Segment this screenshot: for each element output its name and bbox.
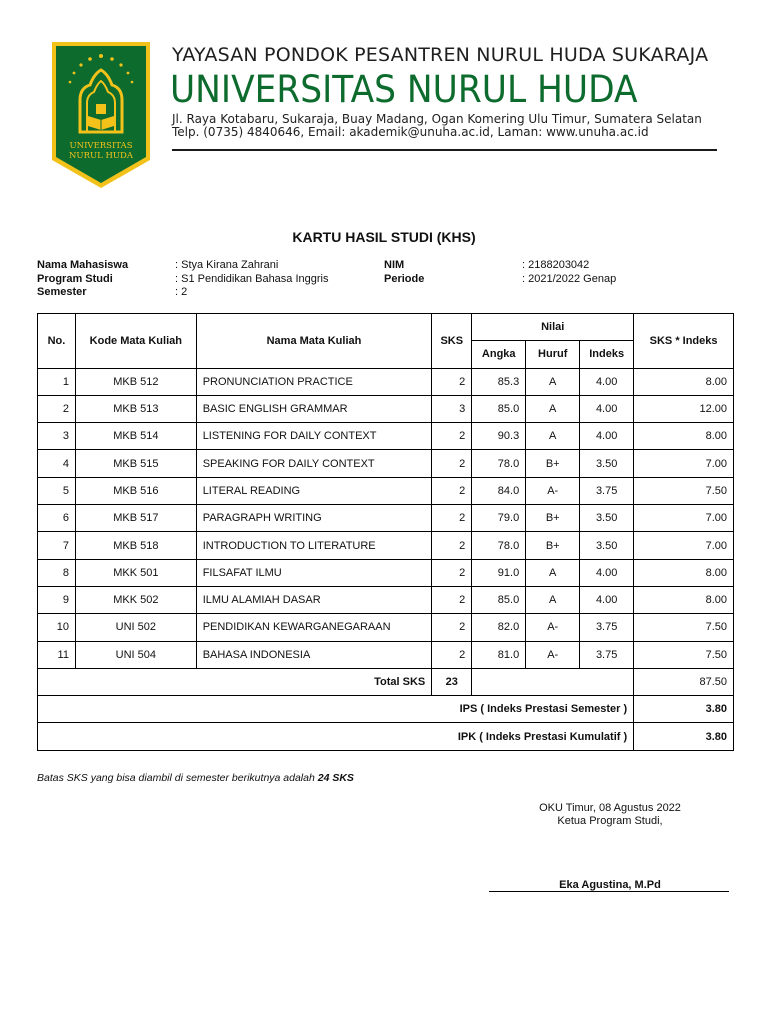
sks-limit-note xyxy=(37,772,354,784)
row-product: 7.00 xyxy=(634,450,734,477)
row-no: 11 xyxy=(38,641,76,668)
row-angka: 90.3 xyxy=(472,423,526,450)
row-huruf: A- xyxy=(526,477,580,504)
row-huruf: B+ xyxy=(526,450,580,477)
row-code: MKB 515 xyxy=(75,450,196,477)
row-indeks: 4.00 xyxy=(580,368,634,395)
row-angka: 85.0 xyxy=(472,586,526,613)
signature-name: Eka Agustina, M.Pd xyxy=(559,879,661,891)
row-huruf: A xyxy=(526,586,580,613)
university-logo xyxy=(50,40,152,190)
note-value: 24 SKS xyxy=(317,772,354,784)
ips-row xyxy=(38,696,734,723)
row-product: 8.00 xyxy=(634,423,734,450)
row-angka: 84.0 xyxy=(472,477,526,504)
row-indeks: 4.00 xyxy=(580,586,634,613)
row-indeks: 3.50 xyxy=(580,532,634,559)
row-indeks: 3.50 xyxy=(580,505,634,532)
ipk-row xyxy=(38,723,734,750)
row-no: 7 xyxy=(38,532,76,559)
student-semester: : 2 xyxy=(175,286,188,298)
header-product: SKS * Indeks xyxy=(634,314,734,369)
svg-text:NURUL HUDA: NURUL HUDA xyxy=(68,151,134,161)
row-angka: 78.0 xyxy=(472,532,526,559)
row-angka: 82.0 xyxy=(472,614,526,641)
row-course-name: PENDIDIKAN KEWARGANEGARAAN xyxy=(196,614,432,641)
ips-value: 3.80 xyxy=(634,696,734,723)
row-product: 8.00 xyxy=(634,368,734,395)
row-code: MKB 513 xyxy=(75,395,196,422)
ips-label: IPS ( Indeks Prestasi Semester ) xyxy=(38,696,634,723)
row-angka: 85.0 xyxy=(472,395,526,422)
foundation-name: YAYASAN PONDOK PESANTREN NURUL HUDA SUKARAJA xyxy=(172,44,709,66)
ipk-value: 3.80 xyxy=(634,723,734,750)
note-text: Batas SKS yang bisa diambil di semester berikutnya adalah xyxy=(37,772,318,784)
row-angka: 78.0 xyxy=(472,450,526,477)
row-course-name: BAHASA INDONESIA xyxy=(196,641,432,668)
address-line-1: Jl. Raya Kotabaru, Sukaraja, Buay Madang, Ogan Komering Ulu Timur, Sumatera Selatan xyxy=(172,112,702,126)
student-nim: : 2188203042 xyxy=(522,259,590,271)
document-title: KARTU HASIL STUDI (KHS) xyxy=(292,229,476,245)
row-code: UNI 502 xyxy=(75,614,196,641)
row-no: 8 xyxy=(38,559,76,586)
header-nilai: Nilai xyxy=(472,314,634,341)
row-huruf: A xyxy=(526,368,580,395)
student-labels-left xyxy=(37,259,128,300)
signature-line xyxy=(489,891,729,892)
university-name: UNIVERSITAS NURUL HUDA xyxy=(170,68,638,111)
row-huruf: B+ xyxy=(526,505,580,532)
signature-role: Ketua Program Studi, xyxy=(557,815,663,827)
total-empty xyxy=(472,668,634,695)
row-sks: 2 xyxy=(432,532,472,559)
row-no: 2 xyxy=(38,395,76,422)
row-huruf: A xyxy=(526,423,580,450)
row-no: 3 xyxy=(38,423,76,450)
table-row xyxy=(38,395,734,422)
row-sks: 2 xyxy=(432,368,472,395)
row-course-name: PARAGRAPH WRITING xyxy=(196,505,432,532)
ipk-label: IPK ( Indeks Prestasi Kumulatif ) xyxy=(38,723,634,750)
table-row xyxy=(38,368,734,395)
table-row xyxy=(38,532,734,559)
row-code: UNI 504 xyxy=(75,641,196,668)
row-indeks: 3.50 xyxy=(580,450,634,477)
row-sks: 3 xyxy=(432,395,472,422)
row-course-name: LITERAL READING xyxy=(196,477,432,504)
row-sks: 2 xyxy=(432,586,472,613)
header-course-name: Nama Mata Kuliah xyxy=(196,314,432,369)
table-row xyxy=(38,423,734,450)
row-sks: 2 xyxy=(432,423,472,450)
row-sks: 2 xyxy=(432,450,472,477)
row-angka: 85.3 xyxy=(472,368,526,395)
row-no: 4 xyxy=(38,450,76,477)
row-product: 7.00 xyxy=(634,532,734,559)
row-indeks: 3.75 xyxy=(580,614,634,641)
row-no: 6 xyxy=(38,505,76,532)
row-product: 7.00 xyxy=(634,505,734,532)
row-course-name: SPEAKING FOR DAILY CONTEXT xyxy=(196,450,432,477)
row-course-name: LISTENING FOR DAILY CONTEXT xyxy=(196,423,432,450)
row-course-name: FILSAFAT ILMU xyxy=(196,559,432,586)
row-product: 7.50 xyxy=(634,614,734,641)
student-values-right xyxy=(522,259,616,286)
row-no: 5 xyxy=(38,477,76,504)
student-labels-right xyxy=(384,259,424,286)
row-no: 1 xyxy=(38,368,76,395)
header-code: Kode Mata Kuliah xyxy=(75,314,196,369)
row-huruf: B+ xyxy=(526,532,580,559)
row-code: MKB 516 xyxy=(75,477,196,504)
student-name: : Stya Kirana Zahrani xyxy=(175,259,279,271)
period-label: Periode xyxy=(384,272,425,285)
row-sks: 2 xyxy=(432,505,472,532)
row-indeks: 4.00 xyxy=(580,559,634,586)
row-angka: 91.0 xyxy=(472,559,526,586)
row-product: 8.00 xyxy=(634,559,734,586)
row-code: MKK 502 xyxy=(75,586,196,613)
row-sks: 2 xyxy=(432,641,472,668)
table-row xyxy=(38,477,734,504)
total-row xyxy=(38,668,734,695)
row-sks: 2 xyxy=(432,614,472,641)
table-row xyxy=(38,505,734,532)
row-code: MKK 501 xyxy=(75,559,196,586)
row-product: 7.50 xyxy=(634,477,734,504)
row-course-name: PRONUNCIATION PRACTICE xyxy=(196,368,432,395)
header-no: No. xyxy=(38,314,76,369)
table-row xyxy=(38,559,734,586)
row-product: 8.00 xyxy=(634,586,734,613)
table-row xyxy=(38,450,734,477)
row-no: 9 xyxy=(38,586,76,613)
grades-table xyxy=(37,313,734,751)
signature-place-date: OKU Timur, 08 Agustus 2022 xyxy=(539,802,681,814)
row-huruf: A- xyxy=(526,614,580,641)
table-row xyxy=(38,641,734,668)
table-row xyxy=(38,614,734,641)
header-sks: SKS xyxy=(432,314,472,369)
semester-label: Semester xyxy=(37,286,87,298)
row-indeks: 3.75 xyxy=(580,641,634,668)
table-header-row xyxy=(38,314,734,341)
address-line-2: Telp. (0735) 4840646, Email: akademik@unuha.ac.id, Laman: www.unuha.ac.id xyxy=(172,125,649,139)
row-huruf: A xyxy=(526,559,580,586)
student-values-left xyxy=(175,259,329,300)
header-indeks: Indeks xyxy=(580,341,634,368)
row-course-name: BASIC ENGLISH GRAMMAR xyxy=(196,395,432,422)
row-code: MKB 518 xyxy=(75,532,196,559)
student-period: : 2021/2022 Genap xyxy=(522,272,617,285)
svg-text:UNIVERSITAS: UNIVERSITAS xyxy=(69,141,133,151)
row-no: 10 xyxy=(38,614,76,641)
row-indeks: 4.00 xyxy=(580,423,634,450)
row-angka: 81.0 xyxy=(472,641,526,668)
row-code: MKB 512 xyxy=(75,368,196,395)
total-sks: 23 xyxy=(432,668,472,695)
row-indeks: 4.00 xyxy=(580,395,634,422)
header-divider xyxy=(172,149,717,151)
header-angka: Angka xyxy=(472,341,526,368)
row-code: MKB 517 xyxy=(75,505,196,532)
name-label: Nama Mahasiswa xyxy=(37,259,129,271)
row-product: 7.50 xyxy=(634,641,734,668)
row-sks: 2 xyxy=(432,559,472,586)
row-huruf: A- xyxy=(526,641,580,668)
program-label: Program Studi xyxy=(37,272,113,285)
row-huruf: A xyxy=(526,395,580,422)
address xyxy=(172,113,702,139)
row-product: 12.00 xyxy=(634,395,734,422)
row-code: MKB 514 xyxy=(75,423,196,450)
row-indeks: 3.75 xyxy=(580,477,634,504)
row-sks: 2 xyxy=(432,477,472,504)
student-program: : S1 Pendidikan Bahasa Inggris xyxy=(175,272,329,285)
table-row xyxy=(38,586,734,613)
nim-label: NIM xyxy=(384,259,405,271)
row-angka: 79.0 xyxy=(472,505,526,532)
row-course-name: INTRODUCTION TO LITERATURE xyxy=(196,532,432,559)
row-course-name: ILMU ALAMIAH DASAR xyxy=(196,586,432,613)
header-huruf: Huruf xyxy=(526,341,580,368)
total-label: Total SKS xyxy=(38,668,432,695)
total-product: 87.50 xyxy=(634,668,734,695)
